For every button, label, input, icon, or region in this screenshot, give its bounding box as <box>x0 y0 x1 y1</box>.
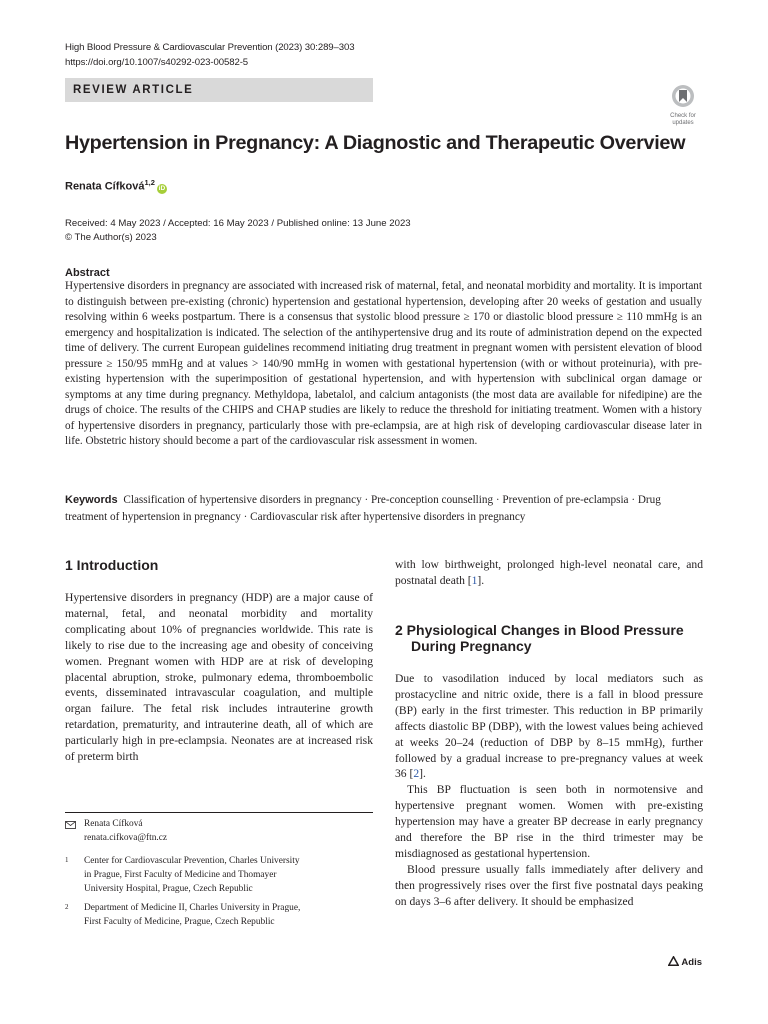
section-2-paragraph-2: This BP fluctuation is seen both in normotensive and hypertensive pregnant women. Women with pre-existing hypertension may have a greater BP decrease in early pregnancy and therefore the BP rise in the third trimester may be misdiagnosed as gestational hypertension. <box>395 783 703 860</box>
intro-heading: 1 Introduction <box>65 557 159 573</box>
section-2-body <box>395 671 703 910</box>
contact-name: Renata Cífková <box>84 819 143 829</box>
section-2-paragraph-3: Blood pressure usually falls immediately after delivery and then progressively rises over the first five postnatal days peaking on days 3–6 after delivery. It should be emphasized <box>395 862 703 908</box>
affiliation-1-number: 1 <box>65 856 69 864</box>
article-dates <box>65 217 411 245</box>
section-2-paragraph-1 <box>395 671 703 782</box>
affiliation-2-number: 2 <box>65 903 69 911</box>
abstract-heading: Abstract <box>65 267 110 279</box>
publisher-name: Adis <box>681 957 702 968</box>
intro-continuation <box>395 557 703 589</box>
badge-line-2: updates <box>672 119 694 126</box>
citation-link-2[interactable]: 2 <box>413 767 420 781</box>
corresponding-author <box>65 818 373 848</box>
intro-paragraph-1: Hypertensive disorders in pregnancy (HDP) are a major cause of maternal, fetal, and neonatal morbidity and mortality complicating about 10% of pregnancies worldwide. This rate is likely to rise due to the increasing age and obesity of conceiving women. Pregnant women with HDP are at risk of developing placental abruption, stroke, pulmonary edema, thromboembolic events, disseminated intravascular coagulation, and multiple organ failure. The fetal risk includes intrauterine growth retardation, prematurity, and intrauterine death, all of which are particularly high in pre-eclampsia. Neonates are at increased risk of preterm birth <box>65 591 373 764</box>
publisher-logo <box>668 956 702 968</box>
envelope-icon <box>65 821 76 829</box>
affiliation-1-line-3: University Hospital, Prague, Czech Republic <box>84 884 253 894</box>
keywords-text: Classification of hypertensive disorders in pregnancy · Pre-conception counselling · Prevention of pre-eclampsia · Drug treatment of hypertension in pregnancy · Cardiovascular risk after hypertensive disorders in pregnancy <box>65 494 661 523</box>
section-2-heading <box>395 622 705 654</box>
affiliation-1 <box>65 855 373 897</box>
check-for-updates-badge[interactable] <box>664 84 702 124</box>
journal-citation: High Blood Pressure & Cardiovascular Prevention (2023) 30:289–303 <box>65 42 355 53</box>
citation-link-1[interactable]: 1 <box>471 573 478 587</box>
section-2-paragraph-1-end: ]. <box>419 767 426 781</box>
doi-link[interactable]: https://doi.org/10.1007/s40292-023-00582-5 <box>65 57 249 68</box>
section-2-heading-line-2: During Pregnancy <box>411 638 532 654</box>
affiliation-2 <box>65 902 373 932</box>
intro-body <box>65 590 373 765</box>
contact-email[interactable]: renata.cifkova@ftn.cz <box>84 833 168 843</box>
author-affiliations: 1,2 <box>144 178 155 187</box>
section-2-paragraph-1-text: Due to vasodilation induced by local mediators such as prostacycline and nitric oxide, there is a fall in blood pressure (BP) early in the first trimester. This reduction in BP primarily affects diastolic BP (DBP), with the lowest values being achieved at weeks 20–24 (reduction of DBP by 8–15 mmHg), further followed by a gradual increase to pre-pregnancy values at week 36 [ <box>395 672 703 781</box>
footnote-divider <box>65 812 373 813</box>
article-title: Hypertension in Pregnancy: A Diagnostic and Therapeutic Overview <box>65 132 686 154</box>
copyright-line: © The Author(s) 2023 <box>65 232 157 243</box>
keywords-block <box>65 492 702 525</box>
orcid-icon[interactable]: iD <box>158 184 166 192</box>
affiliation-1-line-2: in Prague, First Faculty of Medicine and Thomayer <box>84 870 277 880</box>
abstract-text: Hypertensive disorders in pregnancy are associated with increased risk of maternal, fetal, and neonatal morbidity and mortality. It is important to distinguish between pre-existing (chronic) hypertension and gestational hypertension, developing after 20 weeks of gestation and usually resolving within 6 weeks postpartum. There is a consensus that systolic blood pressure ≥ 170 or diastolic blood pressure ≥ 110 mmHg is an emergency and hospitalization is indicated. The selection of the antihypertensive drug and its route of administration depend on the expected time of delivery. The current European guidelines recommend initiating drug treatment in pregnant women with persistent elevation of blood pressure ≥ 150/95 mmHg and at values > 140/90 mmHg in women with gestational hypertension (with or without proteinuria), with pre-existing hypertension with the superimposition of gestational hypertension, and with hypertension with subclinical organ damage or symptoms at any time during pregnancy. Methyldopa, labetalol, and calcium antagonists (the most data are available for nifedipine) are the drugs of choice. The results of the CHIPS and CHAP studies are likely to reduce the threshold for initiating treatment. Women with a history of hypertensive disorders in pregnancy, particularly those with pre-eclampsia, are at high risk of developing cardiovascular disease later in life. Obstetric history should become a part of the cardiovascular risk assessment in women. <box>65 280 702 447</box>
affiliation-1-line-1: Center for Cardiovascular Prevention, Charles University <box>84 856 300 866</box>
section-2-heading-line-1: 2 Physiological Changes in Blood Pressure <box>395 622 684 638</box>
intro-continuation-text: with low birthweight, prolonged high-level neonatal care, and postnatal death [ <box>395 558 703 587</box>
affiliation-2-line-1: Department of Medicine II, Charles University in Prague, <box>84 903 301 913</box>
affiliation-2-line-2: First Faculty of Medicine, Prague, Czech Republic <box>84 917 275 927</box>
article-history: Received: 4 May 2023 / Accepted: 16 May 2023 / Published online: 13 June 2023 <box>65 218 411 229</box>
intro-continuation-end: ]. <box>477 573 485 587</box>
keywords-label: Keywords <box>65 494 118 506</box>
article-type-banner: REVIEW ARTICLE <box>65 78 373 102</box>
badge-line-1: Check for <box>670 113 696 119</box>
check-for-updates-icon <box>671 84 695 108</box>
adis-triangle-icon <box>668 956 679 966</box>
author-line <box>65 178 167 194</box>
author-name[interactable]: Renata Cífková <box>65 180 145 193</box>
